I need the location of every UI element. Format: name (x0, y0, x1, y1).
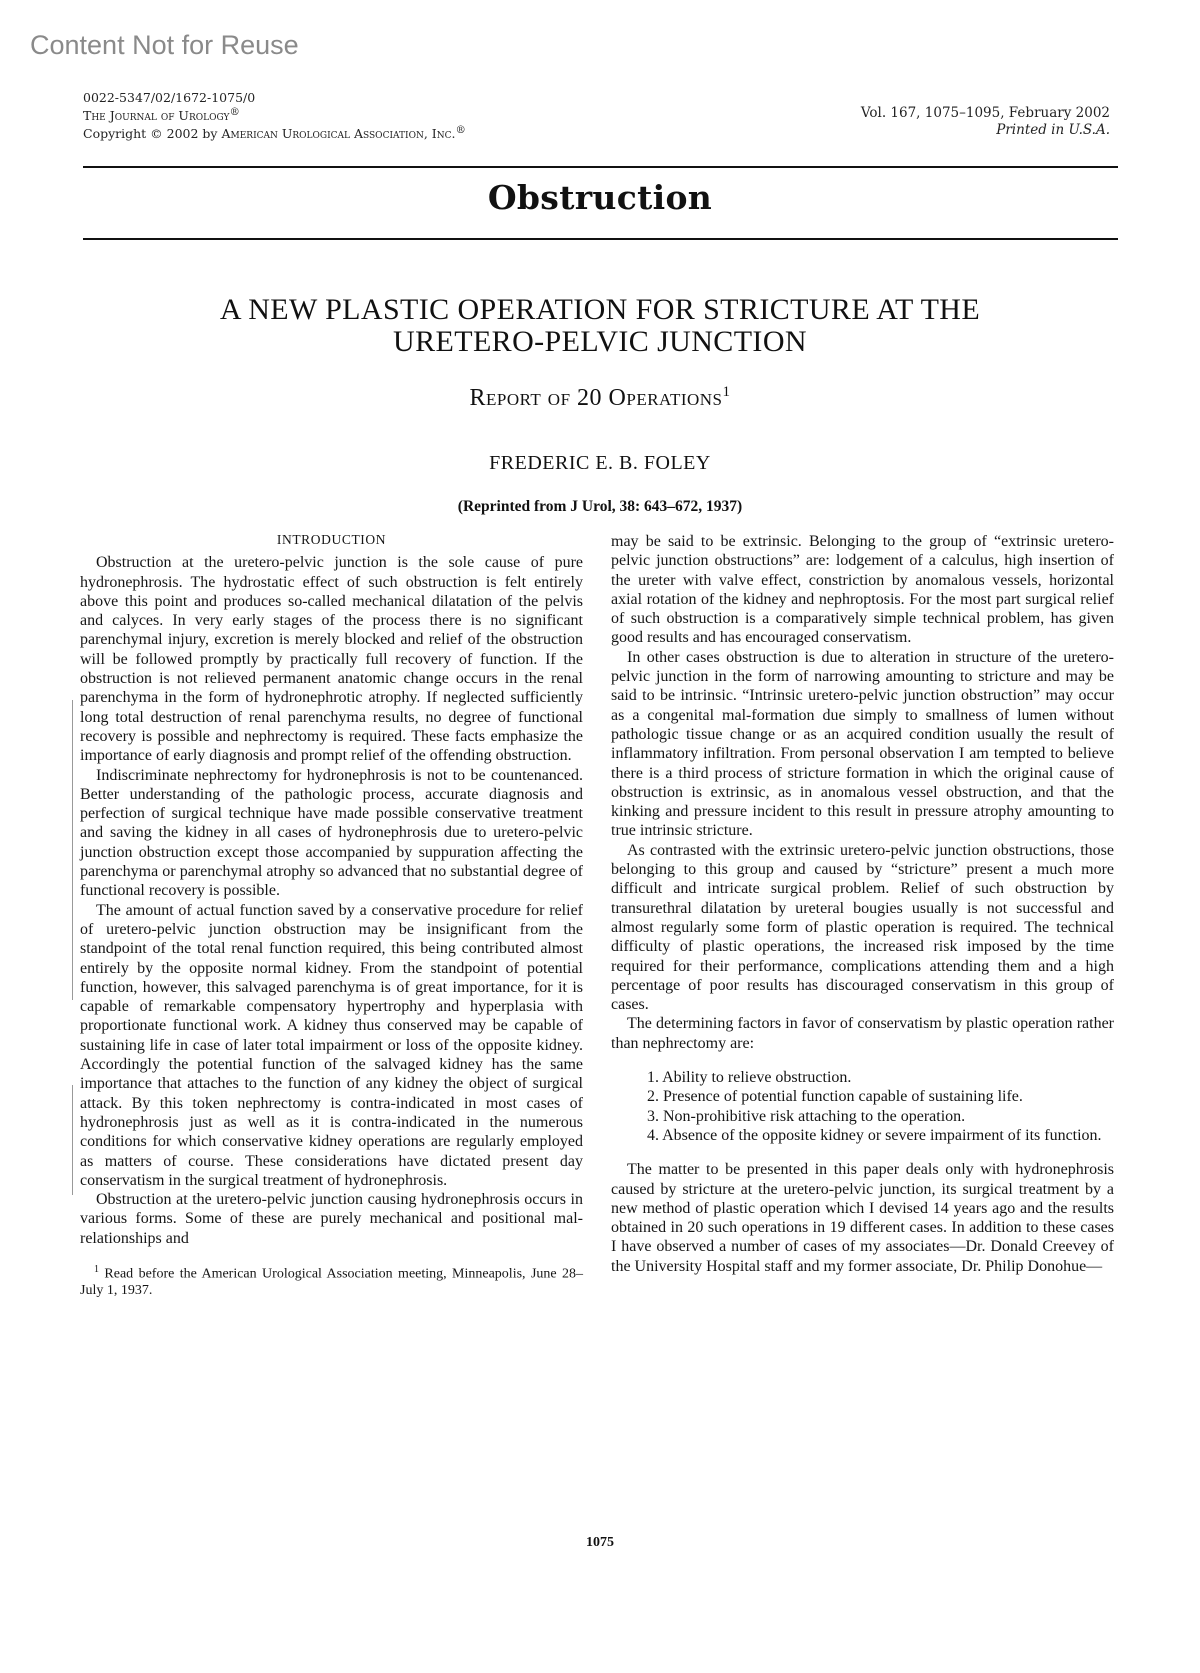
body-paragraph: The matter to be presented in this paper deals only with hydronephrosis caused by stricture at the uretero-pelvic junction, its surgical treatment by a new method of plastic operation which I devised 14 years ago and the results obtained in 20 such operations in 19 different cases. In addition to these cases I have observed a number of cases of my associates—Dr. Donald Creevey of the University Hospital staff and my former associate, Dr. Philip Donohue— (611, 1161, 1114, 1275)
volume-info: Vol. 167, 1075–1095, February 2002 (860, 105, 1110, 121)
body-paragraph: Obstruction at the uretero-pelvic junction causing hydronephrosis occurs in various forms. Some of these are purely mechanical and positional mal-relationships and (80, 1191, 583, 1247)
body-paragraph: In other cases obstruction is due to alteration in structure of the uretero-pelvic junction in the form of narrowing amounting to stricture and may be said to be intrinsic. “Intrinsic uretero-pelvic junction obstruction” may occur as a congenital mal-formation due simply to smallness of lumen without pathologic tissue change or as an acquired condition usually the result of inflammatory infiltration. From personal observation I am tempted to believe there is a third process of stricture formation in which the original cause of obstruction is extrinsic, as in anomalous vessel obstruction, and that the kinking and pressure incident to this result in pressure atrophy amounting to true intrinsic stricture. (611, 648, 1114, 840)
page-number: 1075 (586, 1535, 614, 1550)
journal-line: The Journal of Urology® (83, 106, 240, 124)
body-paragraph: As contrasted with the extrinsic uretero-pelvic junction obstructions, those belonging to this group and caused by “stricture” present a much more difficult and intricate surgical problem. Relief of such obstruction by transurethral dilatation by ureteral bougies usually is not successful and almost regularly some form of plastic operation is required. The technical difficulty of plastic operations, the increased risk imposed by the time required for their performance, complications attending them and a high percentage of poor results has discouraged conservatism in this group of cases. (611, 841, 1114, 1014)
watermark: Content Not for Reuse (30, 30, 299, 60)
footnote-text: Read before the American Urological Association meeting, Minneapolis, June 28–July 1, 1937. (80, 1266, 584, 1298)
list-item: 3. Non-prohibitive risk attaching to the operation. (647, 1107, 966, 1125)
body-paragraph: may be said to be extrinsic. Belonging to the group of “extrinsic uretero-pelvic junction obstructions” are: lodgement of a calculus, high insertion of the ureter with valve effect, constriction by anomalous vessels, horizontal axial rotation of the kidney and nephroptosis. For the most part surgical relief of such obstruction is a comparatively simple technical problem, has given good results and has encouraged conservatism. (611, 533, 1114, 647)
paper-subtitle: Report of 20 Operations$^1$ (469, 384, 731, 411)
copyright-line: Copyright © 2002 by American Urological Association, Inc.® (83, 124, 466, 142)
section-title: Obstruction (487, 178, 713, 217)
body-paragraph: Indiscriminate nephrectomy for hydronephrosis is not to be countenanced. Better understanding of the pathologic process, accurate diagnosis and perfection of surgical technique have made possible conservative treatment and saving the kidney in all cases of hydronephrosis due to uretero-pelvic junction obstruction except those accompanied by suppuration affecting the parenchyma or parenchymal atrophy so advanced that no substantial degree of functional recovery is possible. (80, 766, 583, 900)
journal-name: Journal of Urology (109, 108, 230, 124)
author: FREDERIC E. B. FOLEY (489, 452, 711, 474)
footnote-ref: 1 (722, 384, 731, 400)
intro-heading: INTRODUCTION (276, 532, 387, 547)
journal-header-left (83, 90, 466, 141)
list-item: 4. Absence of the opposite kidney or severe impairment of its function. (647, 1126, 1102, 1144)
left-column (80, 530, 583, 1299)
list-item: 1. Ability to relieve obstruction. (647, 1069, 852, 1087)
reprint-note: (Reprinted from J Urol, 38: 643–672, 1937) (457, 498, 743, 515)
margin-mark (72, 700, 73, 1000)
journal-header-right (861, 105, 1110, 139)
body-paragraph: The determining factors in favor of conservatism by plastic operation rather than nephrectomy are: (611, 1015, 1114, 1052)
footnote-mark: 1 (94, 1263, 99, 1275)
right-column (611, 532, 1114, 1276)
body-paragraph: Obstruction at the uretero-pelvic junction is the sole cause of pure hydronephrosis. The hydrostatic effect of such obstruction is felt entirely above this point and produces so-called mechanical dilatation of the pelvis and calyces. In very early stages of the process there is no significant parenchymal injury, excretion is merely blocked and relief of the obstruction will be followed promptly by practically full recovery of function. If the obstruction is not relieved permanent anatomic change occurs in the renal parenchyma in the form of hydronephrotic atrophy. If neglected sufficiently long total destruction of renal parenchyma results, no degree of functional recovery is possible and nephrectomy is required. These facts emphasize the importance of early diagnosis and prompt relief of the offending obstruction. (80, 554, 583, 765)
footnote (80, 1262, 583, 1299)
factors-list (611, 1068, 1114, 1145)
margin-mark (72, 1085, 73, 1195)
paper-title: A NEW PLASTIC OPERATION FOR STRICTURE AT THE URETERO-PELVIC JUNCTION (219, 293, 981, 358)
header-rule-bottom (83, 238, 1118, 240)
printed-in: Printed in U.S.A. (996, 122, 1110, 138)
article-code: 0022-5347/02/1672-1075/0 (83, 90, 256, 105)
header-rule-top (83, 166, 1118, 168)
list-item: 2. Presence of potential function capable of sustaining life. (647, 1088, 1023, 1106)
body-paragraph: The amount of actual function saved by a conservative procedure for relief of uretero-pelvic junction obstruction may be insignificant from the standpoint of the total renal function required, this being contributed almost entirely by the opposite normal kidney. From the standpoint of potential function, however, this salvaged parenchyma is of great importance, for it is capable of remarkable compensatory hypertrophy and hyperplasia with proportionate functional work. A kidney thus conserved may be capable of sustaining life in case of later total impairment or loss of the opposite kidney. Accordingly the potential function of the salvaged kidney has the same importance that attaches to the function of any kidney the object of surgical attack. By this token nephrectomy is contra-indicated in most cases of hydronephrosis just as well as it is contra-indicated in the numerous conditions for which conservative kidney operations are regularly employed as matters of course. These considerations have dictated present day conservatism in the surgical treatment of hydronephrosis. (80, 901, 583, 1189)
